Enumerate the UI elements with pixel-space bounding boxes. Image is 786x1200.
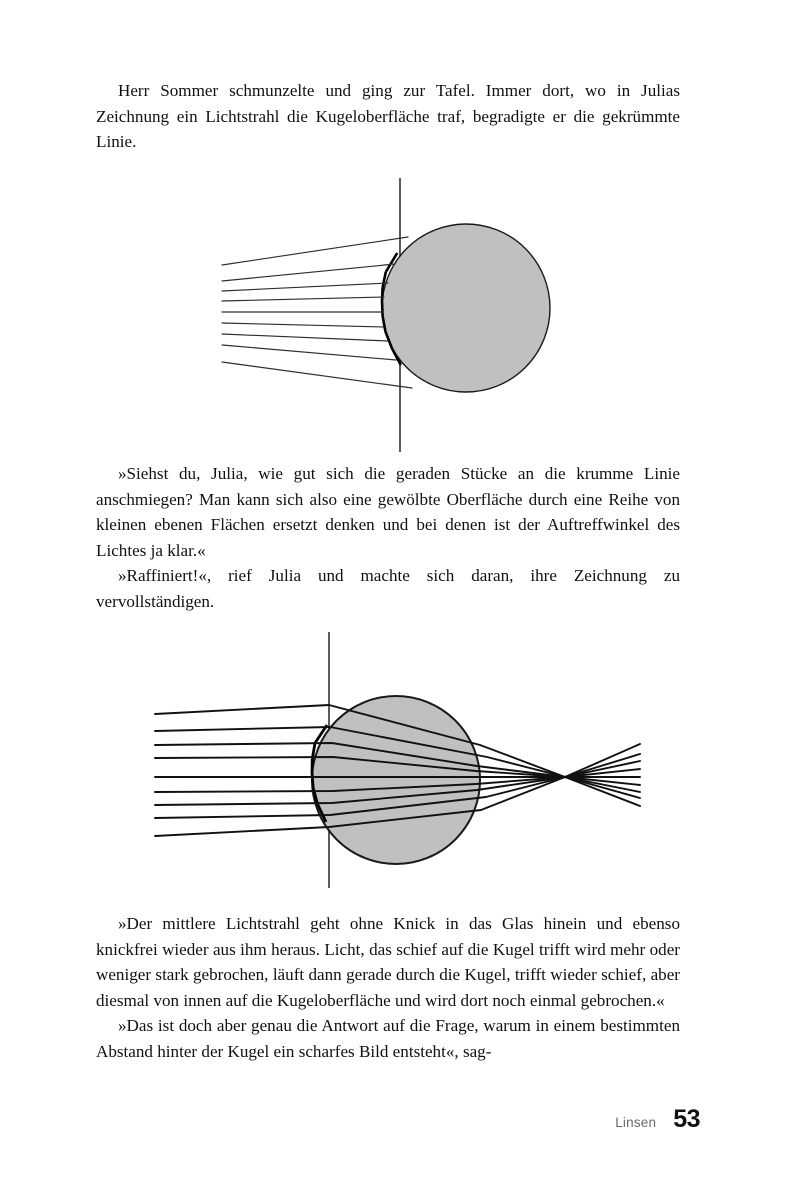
text-block-dialogue-2 <box>96 911 680 1065</box>
glass-sphere <box>382 224 550 392</box>
light-ray <box>222 237 408 265</box>
page-number: 53 <box>673 1105 700 1133</box>
light-ray <box>222 334 388 341</box>
figure-flattened-sphere-surface <box>0 170 786 460</box>
paragraph: Herr Sommer schmunzelte und ging zur Tafel. Immer dort, wo in Julias Zeichnung ein Lichtstrahl die Kugeloberfläche traf, begradigte er die gekrümmte Linie. <box>96 81 680 152</box>
running-head: Linsen <box>615 1115 657 1130</box>
paragraph: »Siehst du, Julia, wie gut sich die geraden Stücke an die krumme Linie anschmiegen? Man kann sich also eine gewölbte Oberfläche durch eine Reihe von kleinen ebenen Flächen ersetzt denken und bei denen ist der Auftreffwinkel des Lichtes ja klar.« <box>96 464 680 560</box>
light-ray <box>222 323 384 327</box>
facet-chord <box>312 773 313 788</box>
light-ray <box>222 345 396 360</box>
footer-inner <box>615 1105 700 1134</box>
facet-chord <box>382 301 383 316</box>
figure-1-canvas <box>0 170 786 460</box>
figure-2-canvas <box>0 620 786 905</box>
light-ray <box>222 283 388 291</box>
paragraph: »Raffiniert!«, rief Julia und machte sich daran, ihre Zeichnung zu vervollständigen. <box>96 566 680 611</box>
glass-sphere <box>312 696 480 864</box>
figure-sphere-refraction-focus <box>0 620 786 905</box>
light-ray <box>222 297 384 301</box>
facet-chord <box>382 288 383 302</box>
light-ray <box>222 264 395 281</box>
paragraph: »Das ist doch aber genau die Antwort auf die Frage, warum in einem bestimmten Abstand hinter der Kugel ein scharfes Bild entsteht«, sag- <box>96 1016 680 1061</box>
text-block-dialogue-1 <box>96 461 680 615</box>
light-ray <box>222 362 412 388</box>
page-footer <box>0 1105 786 1151</box>
paragraph: »Der mittlere Lichtstrahl geht ohne Knick in das Glas hinein und ebenso knickfrei wieder aus ihm heraus. Licht, das schief auf die Kugel trifft wird mehr oder weniger stark gebrochen, läuft dann gerade durch die Kugel, trifft wieder schief, aber diesmal von innen auf die Kugeloberfläche und wird dort noch einmal gebrochen.« <box>96 914 680 1010</box>
text-block-intro <box>96 78 680 155</box>
